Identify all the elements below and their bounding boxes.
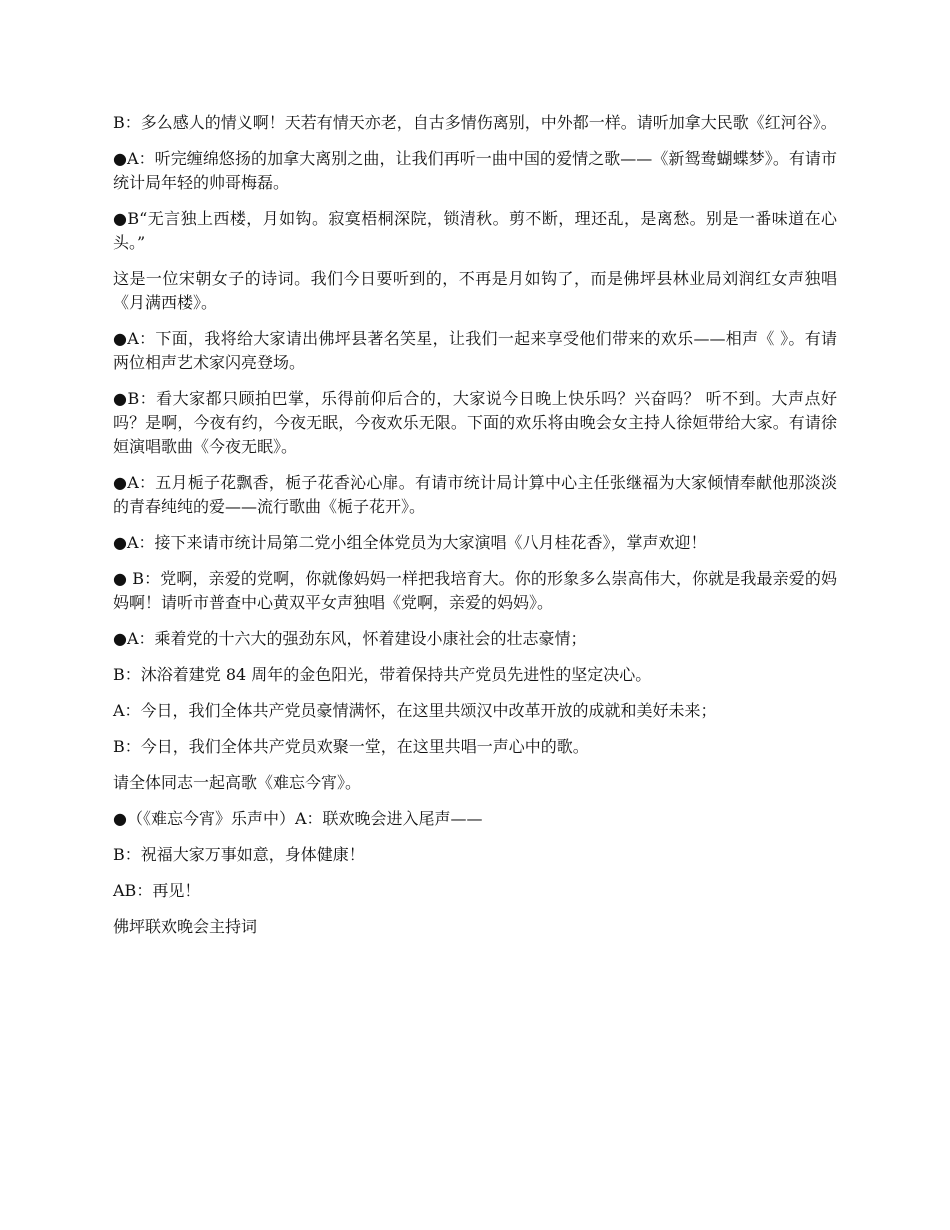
paragraph: ●B：看大家都只顾拍巴掌，乐得前仰后合的，大家说今日晚上快乐吗？兴奋吗？ 听不到。大声点好吗？是啊，今夜有约，今夜无眠，今夜欢乐无限。下面的欢乐将由晚会女主持人徐姮带给大家。有请徐姮演唱歌曲《今夜无眠》。 — [113, 389, 837, 456]
paragraph: ●A：接下来请市统计局第二党小组全体党员为大家演唱《八月桂花香》，掌声欢迎！ — [113, 533, 707, 552]
paragraph: B：祝福大家万事如意，身体健康！ — [113, 845, 365, 864]
paragraph: 请全体同志一起高歌《难忘今宵》。 — [113, 773, 362, 792]
paragraph: B：今日，我们全体共产党员欢聚一堂，在这里共唱一声心中的歌。 — [113, 737, 589, 756]
paragraph: ● B：党啊，亲爱的党啊，你就像妈妈一样把我培育大。你的形象多么崇高伟大，你就是我最亲爱的妈妈啊！请听市普查中心黄双平女声独唱《党啊，亲爱的妈妈》。 — [113, 569, 837, 612]
paragraph: AB：再见！ — [113, 881, 201, 900]
paragraph: B：多么感人的情义啊！天若有情天亦老，自古多情伤离别，中外都一样。请听加拿大民歌《红河谷》。 — [113, 113, 837, 132]
paragraph: ●（《难忘今宵》乐声中）A：联欢晚会进入尾声—— — [113, 809, 483, 828]
paragraph: ●B“无言独上西楼，月如钩。寂寞梧桐深院，锁清秋。剪不断，理还乱，是离愁。别是一番味道在心头。” — [113, 209, 837, 252]
document-footer-title: 佛坪联欢晚会主持词 — [113, 917, 258, 936]
paragraph: 这是一位宋朝女子的诗词。我们今日要听到的，不再是月如钩了，而是佛坪县林业局刘润红女声独唱《月满西楼》。 — [113, 269, 837, 312]
paragraph: ●A：下面，我将给大家请出佛坪县著名笑星，让我们一起来享受他们带来的欢乐——相声《 》。有请两位相声艺术家闪亮登场。 — [113, 329, 837, 372]
paragraph: A：今日，我们全体共产党员豪情满怀，在这里共颂汉中改革开放的成就和美好未来； — [113, 701, 717, 720]
paragraph: ●A：五月栀子花飘香，栀子花香沁心扉。有请市统计局计算中心主任张继福为大家倾情奉献他那淡淡的青春纯纯的爱——流行歌曲《栀子花开》。 — [113, 473, 837, 516]
paragraph: B：沐浴着建党 84 周年的金色阳光，带着保持共产党员先进性的坚定决心。 — [113, 665, 652, 684]
document-body — [113, 111, 837, 951]
paragraph: ●A：乘着党的十六大的强劲东风，怀着建设小康社会的壮志豪情； — [113, 629, 587, 648]
paragraph: ●A：听完缠绵悠扬的加拿大离别之曲，让我们再听一曲中国的爱情之歌——《新鸳鸯蝴蝶梦》。有请市统计局年轻的帅哥梅磊。 — [113, 149, 837, 192]
